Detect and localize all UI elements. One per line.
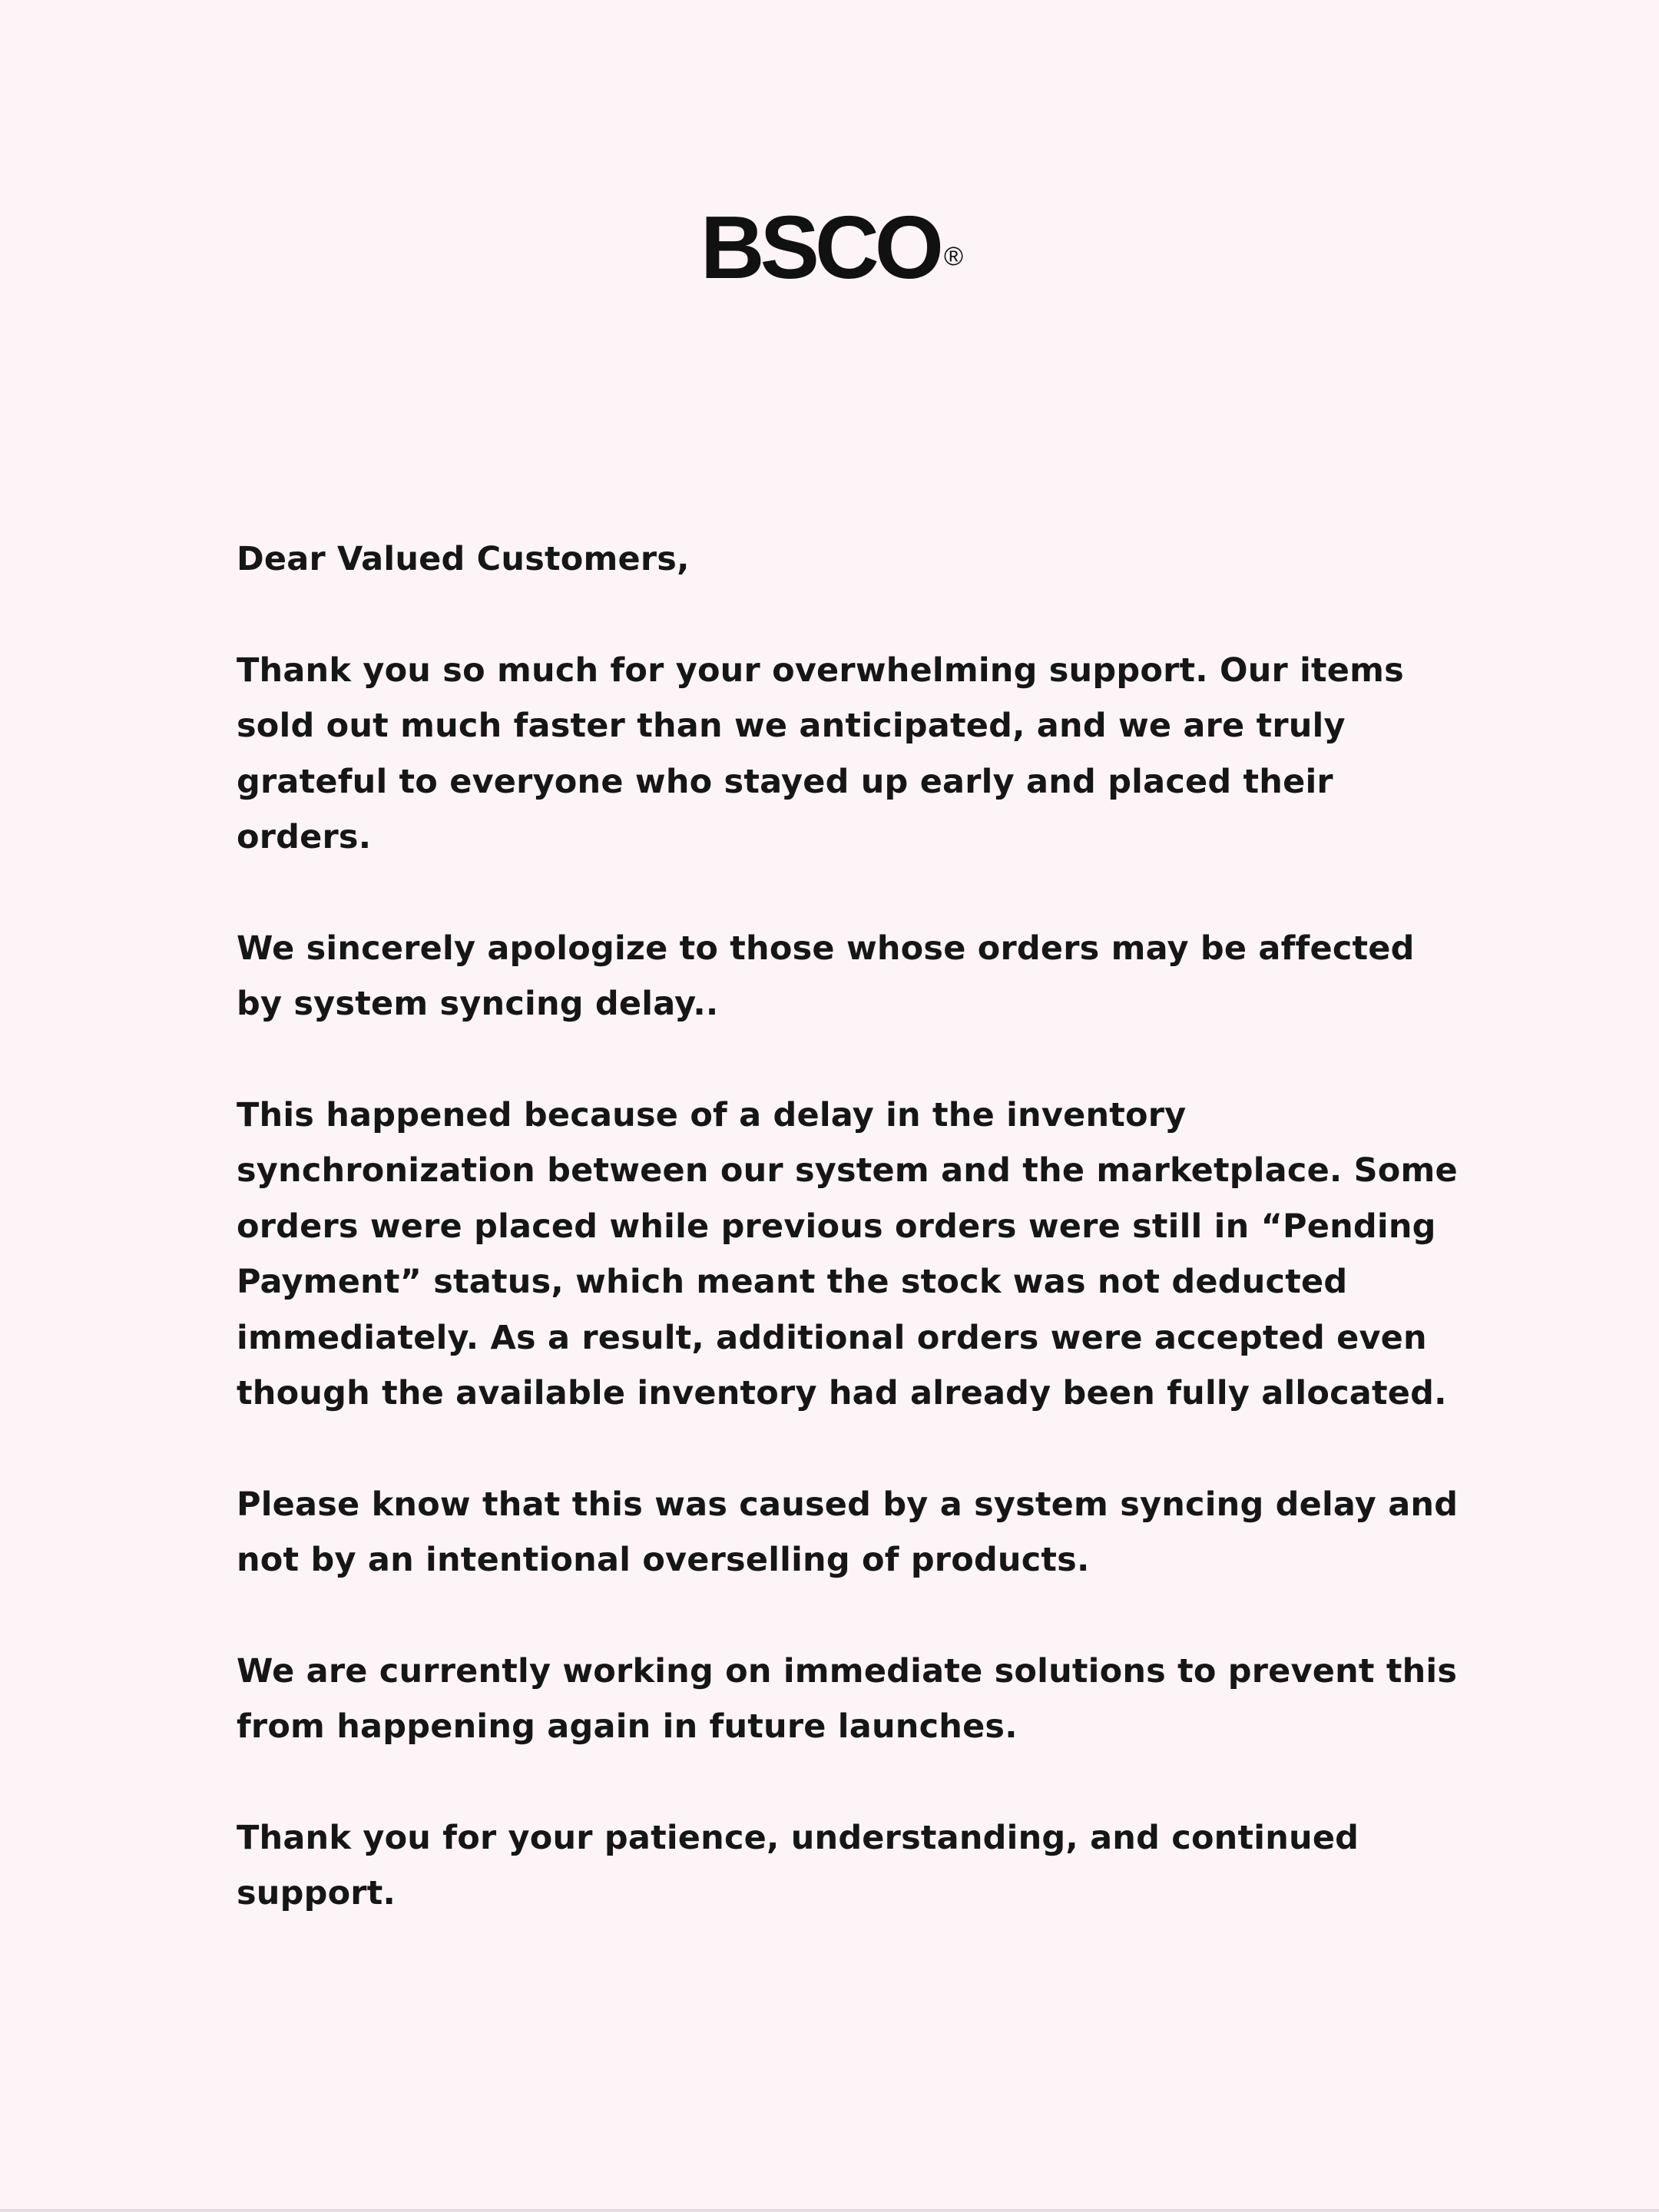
brand-logo: [0, 197, 1659, 297]
registered-mark: ®: [944, 242, 964, 271]
letter-paragraph-apology: We sincerely apologize to those whose orders may be affected by system syncing delay..: [237, 929, 1415, 1023]
letter-paragraph-closing: Thank you for your patience, understanding, and continued support.: [237, 1818, 1359, 1912]
letter-greeting: Dear Valued Customers,: [237, 540, 690, 578]
letter-paragraph-solutions: We are currently working on immediate solutions to prevent this from happening again in future launches.: [237, 1651, 1458, 1746]
letter-body: [237, 531, 1465, 1977]
page-bottom-edge: [0, 2209, 1659, 2212]
letter-paragraph-clarification: Please know that this was caused by a system syncing delay and not by an intentional overselling of products.: [237, 1485, 1459, 1579]
letter-paragraph-explanation: This happened because of a delay in the inventory synchronization between our system and the marketplace. Some orders were placed while previous orders were still in “Pending Payment” status, which meant the stock was not deducted immediately. As a result, additional orders were accepted even though the available inventory had already been fully allocated.: [237, 1095, 1458, 1412]
letter-paragraph-thanks: Thank you so much for your overwhelming support. Our items sold out much faster than we anticipated, and we are truly grateful to everyone who stayed up early and placed their orders.: [237, 651, 1404, 856]
brand-logo-text: BSCO: [700, 197, 940, 297]
